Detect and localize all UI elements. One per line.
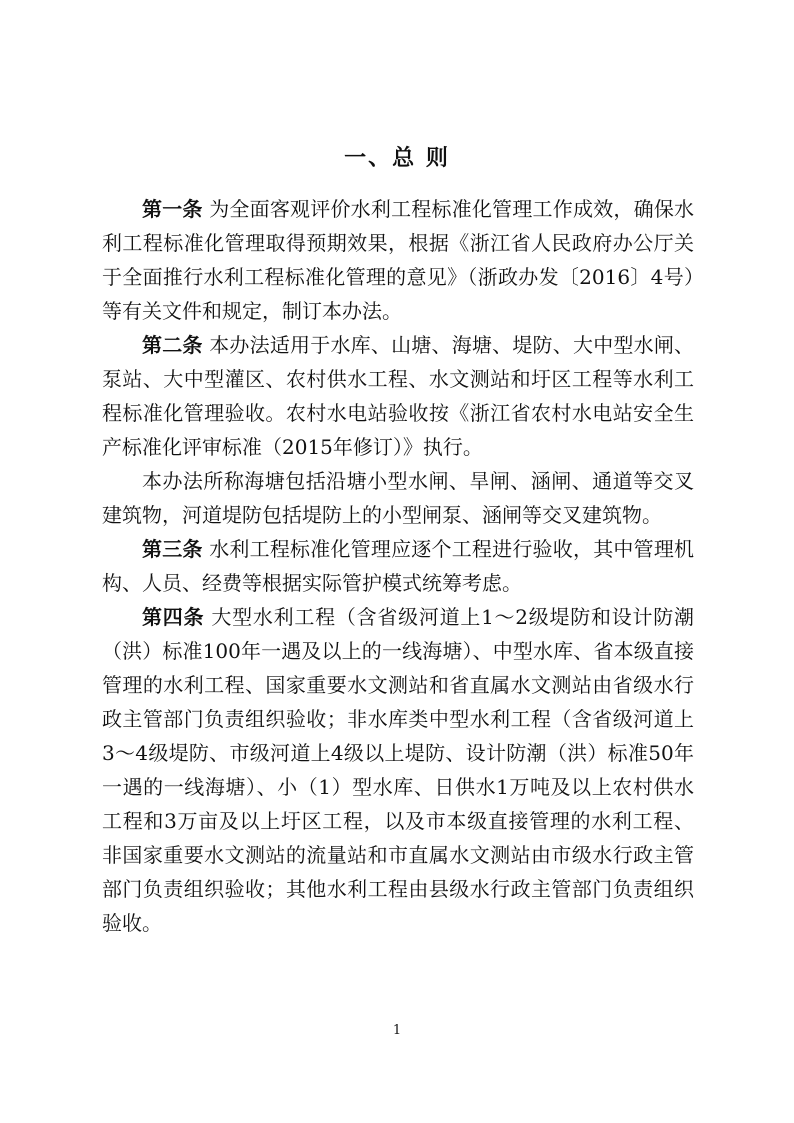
article-2-supplement-paragraph (102, 464, 694, 532)
article-4-heading: 第四条 (142, 605, 205, 629)
article-1-paragraph (102, 192, 694, 328)
article-3-heading: 第三条 (142, 537, 203, 561)
page-number: 1 (392, 1023, 402, 1038)
article-1-heading: 第一条 (142, 197, 203, 221)
article-2-text: 本办法适用于水库、山塘、海塘、堤防、大中型水闸、泵站、大中型灌区、农村供水工程、水文测站和圩区工程等水利工程标准化管理验收。农村水电站验收按《浙江省农村水电站安全生产标准化评审标准（2015年修订）》执行。 (102, 333, 695, 459)
article-2-heading: 第二条 (142, 333, 203, 357)
article-2-paragraph (102, 328, 694, 464)
article-4-text: 大型水利工程（含省级河道上1～2级堤防和设计防潮（洪）标准100年一遇及以上的一线海塘）、中型水库、省本级直接管理的水利工程、国家重要水文测站和省直属水文测站由省级水行政主管部门负责组织验收；非水库类中型水利工程（含省级河道上3～4级堤防、市级河道上4级以上堤防、设计防潮（洪）标准50年一遇的一线海塘）、小（1）型水库、日供水1万吨及以上农村供水工程和3万亩及以上圩区工程，以及市本级直接管理的水利工程、非国家重要水文测站的流量站和市直属水文测站由市级水行政主管部门负责组织验收；其他水利工程由县级水行政主管部门负责组织验收。 (102, 605, 695, 935)
article-1-text: 为全面客观评价水利工程标准化管理工作成效，确保水利工程标准化管理取得预期效果，根据《浙江省人民政府办公厅关于全面推行水利工程标准化管理的意见》（浙政办发〔2016〕4号）等有关文件和规定，制订本办法。 (102, 197, 695, 323)
article-2-supplement-text: 本办法所称海塘包括沿塘小型水闸、旱闸、涵闸、通道等交叉建筑物，河道堤防包括堤防上的小型闸泵、涵闸等交叉建筑物。 (102, 469, 694, 527)
section-title: 一、总 则 (344, 145, 450, 171)
article-3-text: 水利工程标准化管理应逐个工程进行验收，其中管理机构、人员、经费等根据实际管护模式统筹考虑。 (102, 537, 695, 595)
article-4-paragraph (102, 600, 694, 940)
document-body (102, 192, 694, 940)
article-3-paragraph (102, 532, 694, 600)
